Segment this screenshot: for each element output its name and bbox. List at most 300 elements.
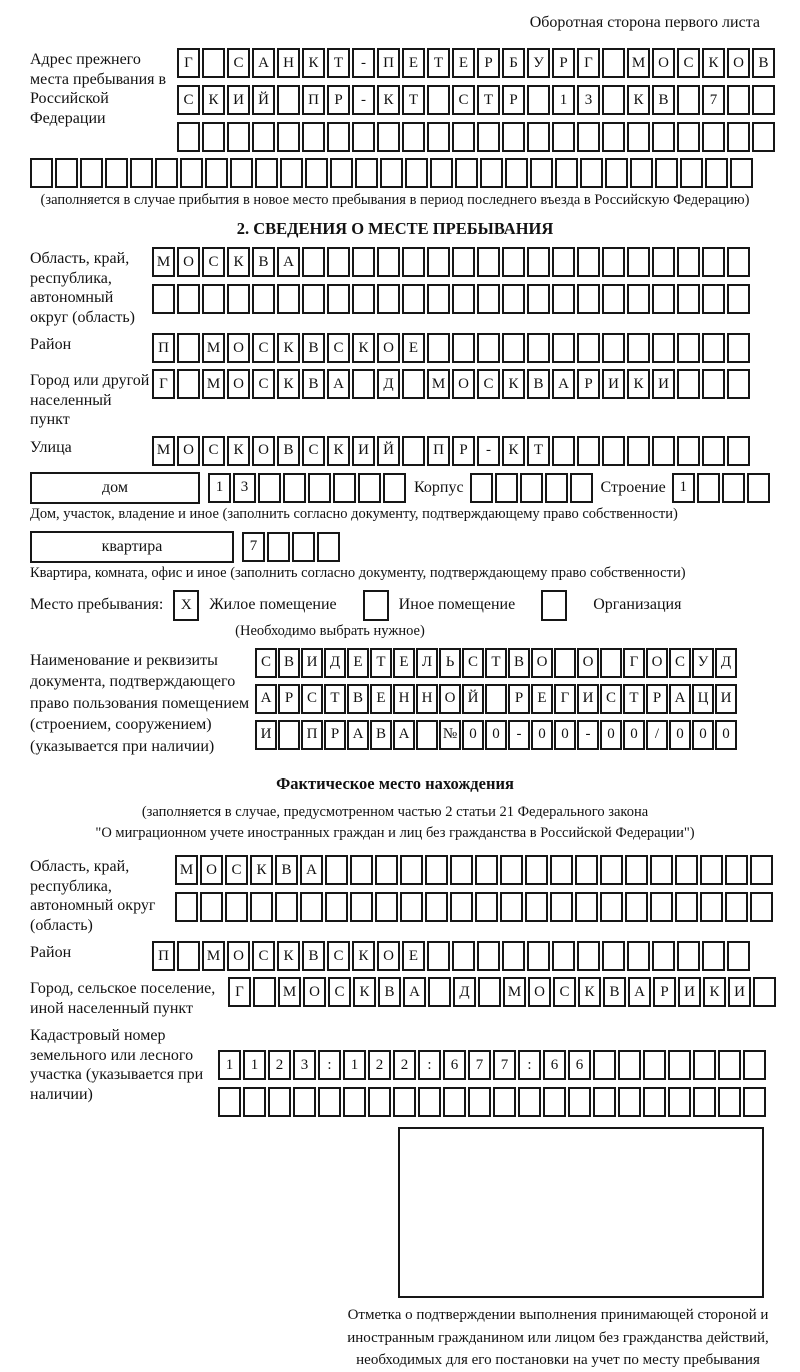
- char-box[interactable]: [725, 855, 748, 885]
- char-box[interactable]: [753, 977, 776, 1007]
- char-box[interactable]: [675, 855, 698, 885]
- char-box[interactable]: [402, 369, 425, 399]
- char-box[interactable]: [727, 284, 750, 314]
- char-box[interactable]: [602, 48, 625, 78]
- char-box[interactable]: [618, 1087, 641, 1117]
- char-box[interactable]: [577, 122, 600, 152]
- char-box[interactable]: [505, 158, 528, 188]
- char-box[interactable]: Н: [277, 48, 300, 78]
- char-box[interactable]: И: [678, 977, 701, 1007]
- char-box[interactable]: -: [577, 720, 599, 750]
- char-box[interactable]: [527, 284, 550, 314]
- char-box[interactable]: И: [602, 369, 625, 399]
- char-box[interactable]: 6: [443, 1050, 466, 1080]
- char-box[interactable]: Т: [623, 684, 645, 714]
- char-box[interactable]: К: [277, 333, 300, 363]
- char-box[interactable]: [525, 855, 548, 885]
- char-box[interactable]: [427, 122, 450, 152]
- char-box[interactable]: О: [227, 941, 250, 971]
- char-box[interactable]: Г: [577, 48, 600, 78]
- char-box[interactable]: [477, 284, 500, 314]
- char-box[interactable]: В: [652, 85, 675, 115]
- char-box[interactable]: [577, 333, 600, 363]
- char-box[interactable]: [680, 158, 703, 188]
- char-box[interactable]: П: [377, 48, 400, 78]
- char-box[interactable]: 7: [468, 1050, 491, 1080]
- char-box[interactable]: Г: [228, 977, 251, 1007]
- char-box[interactable]: [750, 892, 773, 922]
- char-box[interactable]: [627, 122, 650, 152]
- char-box[interactable]: 6: [543, 1050, 566, 1080]
- char-box[interactable]: [552, 436, 575, 466]
- char-box[interactable]: А: [277, 247, 300, 277]
- char-box[interactable]: В: [275, 855, 298, 885]
- char-box[interactable]: [552, 333, 575, 363]
- char-box[interactable]: [343, 1087, 366, 1117]
- char-box[interactable]: И: [715, 684, 737, 714]
- char-box[interactable]: К: [227, 436, 250, 466]
- char-box[interactable]: [752, 85, 775, 115]
- char-box[interactable]: О: [727, 48, 750, 78]
- char-box[interactable]: [470, 473, 493, 503]
- char-box[interactable]: :: [318, 1050, 341, 1080]
- char-box[interactable]: [702, 284, 725, 314]
- char-box[interactable]: К: [352, 333, 375, 363]
- char-box[interactable]: [292, 532, 315, 562]
- char-box[interactable]: Г: [177, 48, 200, 78]
- char-box[interactable]: [477, 333, 500, 363]
- char-box[interactable]: Е: [452, 48, 475, 78]
- char-box[interactable]: [602, 85, 625, 115]
- char-box[interactable]: В: [277, 436, 300, 466]
- char-box[interactable]: [625, 855, 648, 885]
- char-box[interactable]: [602, 436, 625, 466]
- char-box[interactable]: О: [377, 941, 400, 971]
- char-box[interactable]: Б: [502, 48, 525, 78]
- char-box[interactable]: С: [600, 684, 622, 714]
- char-box[interactable]: С: [255, 648, 277, 678]
- char-box[interactable]: И: [652, 369, 675, 399]
- char-box[interactable]: [570, 473, 593, 503]
- char-box[interactable]: [318, 1087, 341, 1117]
- char-box[interactable]: В: [603, 977, 626, 1007]
- char-box[interactable]: Й: [462, 684, 484, 714]
- char-box[interactable]: [677, 369, 700, 399]
- char-box[interactable]: [427, 284, 450, 314]
- char-box[interactable]: С: [177, 85, 200, 115]
- char-box[interactable]: [200, 892, 223, 922]
- char-box[interactable]: [478, 977, 501, 1007]
- char-box[interactable]: С: [328, 977, 351, 1007]
- char-box[interactable]: [568, 1087, 591, 1117]
- char-box[interactable]: [725, 892, 748, 922]
- char-box[interactable]: Е: [402, 941, 425, 971]
- char-box[interactable]: Т: [327, 48, 350, 78]
- char-box[interactable]: [180, 158, 203, 188]
- char-box[interactable]: К: [352, 941, 375, 971]
- char-box[interactable]: [427, 247, 450, 277]
- char-box[interactable]: К: [377, 85, 400, 115]
- char-box[interactable]: А: [327, 369, 350, 399]
- char-box[interactable]: С: [327, 333, 350, 363]
- char-box[interactable]: 2: [393, 1050, 416, 1080]
- char-box[interactable]: [452, 333, 475, 363]
- char-box[interactable]: К: [502, 436, 525, 466]
- char-box[interactable]: [375, 892, 398, 922]
- char-box[interactable]: [602, 284, 625, 314]
- char-box[interactable]: О: [652, 48, 675, 78]
- char-box[interactable]: [600, 648, 622, 678]
- char-box[interactable]: [475, 892, 498, 922]
- char-box[interactable]: 1: [552, 85, 575, 115]
- char-box[interactable]: М: [152, 436, 175, 466]
- char-box[interactable]: [697, 473, 720, 503]
- char-box[interactable]: [205, 158, 228, 188]
- char-box[interactable]: [252, 122, 275, 152]
- char-box[interactable]: А: [255, 684, 277, 714]
- char-box[interactable]: Т: [324, 684, 346, 714]
- char-box[interactable]: В: [302, 369, 325, 399]
- char-box[interactable]: М: [278, 977, 301, 1007]
- char-box[interactable]: [500, 892, 523, 922]
- char-box[interactable]: [325, 892, 348, 922]
- char-box[interactable]: С: [252, 369, 275, 399]
- char-box[interactable]: [643, 1050, 666, 1080]
- char-box[interactable]: [427, 941, 450, 971]
- char-box[interactable]: [527, 333, 550, 363]
- char-box[interactable]: [305, 158, 328, 188]
- char-box[interactable]: К: [202, 85, 225, 115]
- char-box[interactable]: И: [301, 648, 323, 678]
- char-box[interactable]: И: [577, 684, 599, 714]
- char-box[interactable]: Й: [377, 436, 400, 466]
- char-box[interactable]: [543, 1087, 566, 1117]
- char-box[interactable]: [430, 158, 453, 188]
- char-box[interactable]: И: [728, 977, 751, 1007]
- char-box[interactable]: 0: [692, 720, 714, 750]
- char-box[interactable]: Р: [646, 684, 668, 714]
- char-box[interactable]: 0: [531, 720, 553, 750]
- char-box[interactable]: [252, 284, 275, 314]
- char-box[interactable]: 0: [715, 720, 737, 750]
- char-box[interactable]: [377, 122, 400, 152]
- char-box[interactable]: [130, 158, 153, 188]
- char-box[interactable]: [443, 1087, 466, 1117]
- char-box[interactable]: О: [528, 977, 551, 1007]
- char-box[interactable]: [577, 941, 600, 971]
- char-box[interactable]: [502, 284, 525, 314]
- char-box[interactable]: 7: [702, 85, 725, 115]
- char-box[interactable]: [177, 941, 200, 971]
- char-box[interactable]: П: [152, 333, 175, 363]
- char-box[interactable]: [452, 122, 475, 152]
- char-box[interactable]: [700, 855, 723, 885]
- char-box[interactable]: -: [477, 436, 500, 466]
- char-box[interactable]: [152, 284, 175, 314]
- char-box[interactable]: [527, 247, 550, 277]
- char-box[interactable]: -: [352, 48, 375, 78]
- char-box[interactable]: Е: [402, 333, 425, 363]
- char-box[interactable]: [552, 122, 575, 152]
- char-box[interactable]: М: [202, 941, 225, 971]
- char-box[interactable]: [625, 892, 648, 922]
- char-box[interactable]: О: [227, 333, 250, 363]
- char-box[interactable]: О: [452, 369, 475, 399]
- char-box[interactable]: [493, 1087, 516, 1117]
- char-box[interactable]: [627, 941, 650, 971]
- char-box[interactable]: О: [577, 648, 599, 678]
- char-box[interactable]: 0: [669, 720, 691, 750]
- char-box[interactable]: [605, 158, 628, 188]
- char-box[interactable]: [530, 158, 553, 188]
- char-box[interactable]: [352, 369, 375, 399]
- char-box[interactable]: [427, 85, 450, 115]
- char-box[interactable]: О: [439, 684, 461, 714]
- char-box[interactable]: [602, 122, 625, 152]
- inoe-checkbox[interactable]: [363, 590, 389, 621]
- char-box[interactable]: Р: [653, 977, 676, 1007]
- char-box[interactable]: [727, 85, 750, 115]
- char-box[interactable]: С: [202, 436, 225, 466]
- char-box[interactable]: А: [300, 855, 323, 885]
- char-box[interactable]: [643, 1087, 666, 1117]
- char-box[interactable]: С: [677, 48, 700, 78]
- char-box[interactable]: [352, 284, 375, 314]
- char-box[interactable]: [550, 855, 573, 885]
- char-box[interactable]: [368, 1087, 391, 1117]
- char-box[interactable]: О: [646, 648, 668, 678]
- char-box[interactable]: [602, 333, 625, 363]
- char-box[interactable]: [743, 1050, 766, 1080]
- char-box[interactable]: [480, 158, 503, 188]
- char-box[interactable]: [375, 855, 398, 885]
- char-box[interactable]: [727, 941, 750, 971]
- char-box[interactable]: [750, 855, 773, 885]
- char-box[interactable]: [355, 158, 378, 188]
- char-box[interactable]: [400, 855, 423, 885]
- char-box[interactable]: [600, 855, 623, 885]
- char-box[interactable]: [502, 941, 525, 971]
- char-box[interactable]: Е: [393, 648, 415, 678]
- char-box[interactable]: [177, 333, 200, 363]
- char-box[interactable]: С: [301, 684, 323, 714]
- char-box[interactable]: К: [502, 369, 525, 399]
- char-box[interactable]: [702, 247, 725, 277]
- char-box[interactable]: Р: [327, 85, 350, 115]
- char-box[interactable]: [350, 855, 373, 885]
- char-box[interactable]: П: [427, 436, 450, 466]
- char-box[interactable]: [277, 85, 300, 115]
- char-box[interactable]: [502, 333, 525, 363]
- char-box[interactable]: [677, 284, 700, 314]
- char-box[interactable]: [577, 247, 600, 277]
- char-box[interactable]: А: [393, 720, 415, 750]
- char-box[interactable]: Е: [347, 648, 369, 678]
- char-box[interactable]: [405, 158, 428, 188]
- char-box[interactable]: [747, 473, 770, 503]
- char-box[interactable]: [452, 941, 475, 971]
- char-box[interactable]: В: [278, 648, 300, 678]
- char-box[interactable]: Д: [715, 648, 737, 678]
- char-box[interactable]: С: [327, 941, 350, 971]
- char-box[interactable]: М: [427, 369, 450, 399]
- char-box[interactable]: О: [252, 436, 275, 466]
- char-box[interactable]: [350, 892, 373, 922]
- char-box[interactable]: [477, 247, 500, 277]
- char-box[interactable]: [500, 855, 523, 885]
- char-box[interactable]: [575, 892, 598, 922]
- char-box[interactable]: [218, 1087, 241, 1117]
- char-box[interactable]: В: [370, 720, 392, 750]
- char-box[interactable]: [377, 284, 400, 314]
- char-box[interactable]: А: [252, 48, 275, 78]
- char-box[interactable]: П: [302, 85, 325, 115]
- char-box[interactable]: [702, 122, 725, 152]
- char-box[interactable]: [175, 892, 198, 922]
- char-box[interactable]: 1: [343, 1050, 366, 1080]
- char-box[interactable]: 0: [600, 720, 622, 750]
- char-box[interactable]: Е: [531, 684, 553, 714]
- char-box[interactable]: Г: [152, 369, 175, 399]
- char-box[interactable]: А: [347, 720, 369, 750]
- char-box[interactable]: [302, 284, 325, 314]
- char-box[interactable]: [520, 473, 543, 503]
- char-box[interactable]: [727, 333, 750, 363]
- char-box[interactable]: [554, 648, 576, 678]
- char-box[interactable]: [393, 1087, 416, 1117]
- char-box[interactable]: [308, 473, 331, 503]
- char-box[interactable]: [302, 247, 325, 277]
- char-box[interactable]: Д: [377, 369, 400, 399]
- char-box[interactable]: 7: [242, 532, 265, 562]
- char-box[interactable]: [618, 1050, 641, 1080]
- char-box[interactable]: [277, 284, 300, 314]
- char-box[interactable]: [477, 122, 500, 152]
- char-box[interactable]: Т: [370, 648, 392, 678]
- char-box[interactable]: [652, 284, 675, 314]
- char-box[interactable]: Н: [393, 684, 415, 714]
- char-box[interactable]: [383, 473, 406, 503]
- char-box[interactable]: 0: [485, 720, 507, 750]
- char-box[interactable]: О: [177, 436, 200, 466]
- char-box[interactable]: 0: [554, 720, 576, 750]
- char-box[interactable]: [227, 284, 250, 314]
- char-box[interactable]: В: [252, 247, 275, 277]
- char-box[interactable]: [250, 892, 273, 922]
- char-box[interactable]: [677, 247, 700, 277]
- char-box[interactable]: [702, 941, 725, 971]
- org-checkbox[interactable]: [541, 590, 567, 621]
- char-box[interactable]: [705, 158, 728, 188]
- char-box[interactable]: Ц: [692, 684, 714, 714]
- char-box[interactable]: [327, 284, 350, 314]
- char-box[interactable]: [577, 284, 600, 314]
- char-box[interactable]: [400, 892, 423, 922]
- char-box[interactable]: Р: [552, 48, 575, 78]
- char-box[interactable]: [452, 284, 475, 314]
- char-box[interactable]: [428, 977, 451, 1007]
- char-box[interactable]: [552, 284, 575, 314]
- char-box[interactable]: 1: [243, 1050, 266, 1080]
- char-box[interactable]: [278, 720, 300, 750]
- char-box[interactable]: [627, 284, 650, 314]
- char-box[interactable]: И: [227, 85, 250, 115]
- char-box[interactable]: С: [227, 48, 250, 78]
- char-box[interactable]: [352, 122, 375, 152]
- char-box[interactable]: К: [353, 977, 376, 1007]
- char-box[interactable]: [325, 855, 348, 885]
- char-box[interactable]: У: [692, 648, 714, 678]
- char-box[interactable]: [377, 247, 400, 277]
- char-box[interactable]: [718, 1087, 741, 1117]
- char-box[interactable]: /: [646, 720, 668, 750]
- char-box[interactable]: М: [202, 369, 225, 399]
- char-box[interactable]: У: [527, 48, 550, 78]
- char-box[interactable]: В: [378, 977, 401, 1007]
- char-box[interactable]: №: [439, 720, 461, 750]
- char-box[interactable]: 1: [208, 473, 231, 503]
- char-box[interactable]: [177, 369, 200, 399]
- char-box[interactable]: [527, 941, 550, 971]
- char-box[interactable]: 3: [233, 473, 256, 503]
- char-box[interactable]: В: [508, 648, 530, 678]
- char-box[interactable]: [727, 369, 750, 399]
- char-box[interactable]: [477, 941, 500, 971]
- char-box[interactable]: А: [403, 977, 426, 1007]
- char-box[interactable]: [652, 247, 675, 277]
- char-box[interactable]: [450, 855, 473, 885]
- char-box[interactable]: Т: [402, 85, 425, 115]
- char-box[interactable]: А: [669, 684, 691, 714]
- char-box[interactable]: Т: [527, 436, 550, 466]
- char-box[interactable]: [702, 436, 725, 466]
- char-box[interactable]: [743, 1087, 766, 1117]
- char-box[interactable]: М: [152, 247, 175, 277]
- char-box[interactable]: [652, 436, 675, 466]
- char-box[interactable]: [527, 122, 550, 152]
- char-box[interactable]: [677, 436, 700, 466]
- char-box[interactable]: [275, 892, 298, 922]
- char-box[interactable]: [243, 1087, 266, 1117]
- char-box[interactable]: [455, 158, 478, 188]
- char-box[interactable]: [527, 85, 550, 115]
- char-box[interactable]: Н: [416, 684, 438, 714]
- char-box[interactable]: [545, 473, 568, 503]
- char-box[interactable]: О: [177, 247, 200, 277]
- char-box[interactable]: [402, 284, 425, 314]
- char-box[interactable]: А: [552, 369, 575, 399]
- char-box[interactable]: О: [303, 977, 326, 1007]
- char-box[interactable]: [555, 158, 578, 188]
- char-box[interactable]: [105, 158, 128, 188]
- char-box[interactable]: [552, 941, 575, 971]
- char-box[interactable]: [650, 855, 673, 885]
- char-box[interactable]: [225, 892, 248, 922]
- char-box[interactable]: К: [302, 48, 325, 78]
- char-box[interactable]: 3: [577, 85, 600, 115]
- char-box[interactable]: [718, 1050, 741, 1080]
- char-box[interactable]: [317, 532, 340, 562]
- char-box[interactable]: [485, 684, 507, 714]
- char-box[interactable]: К: [250, 855, 273, 885]
- char-box[interactable]: [468, 1087, 491, 1117]
- char-box[interactable]: [227, 122, 250, 152]
- char-box[interactable]: [727, 247, 750, 277]
- char-box[interactable]: [358, 473, 381, 503]
- char-box[interactable]: С: [669, 648, 691, 678]
- char-box[interactable]: С: [302, 436, 325, 466]
- char-box[interactable]: К: [702, 48, 725, 78]
